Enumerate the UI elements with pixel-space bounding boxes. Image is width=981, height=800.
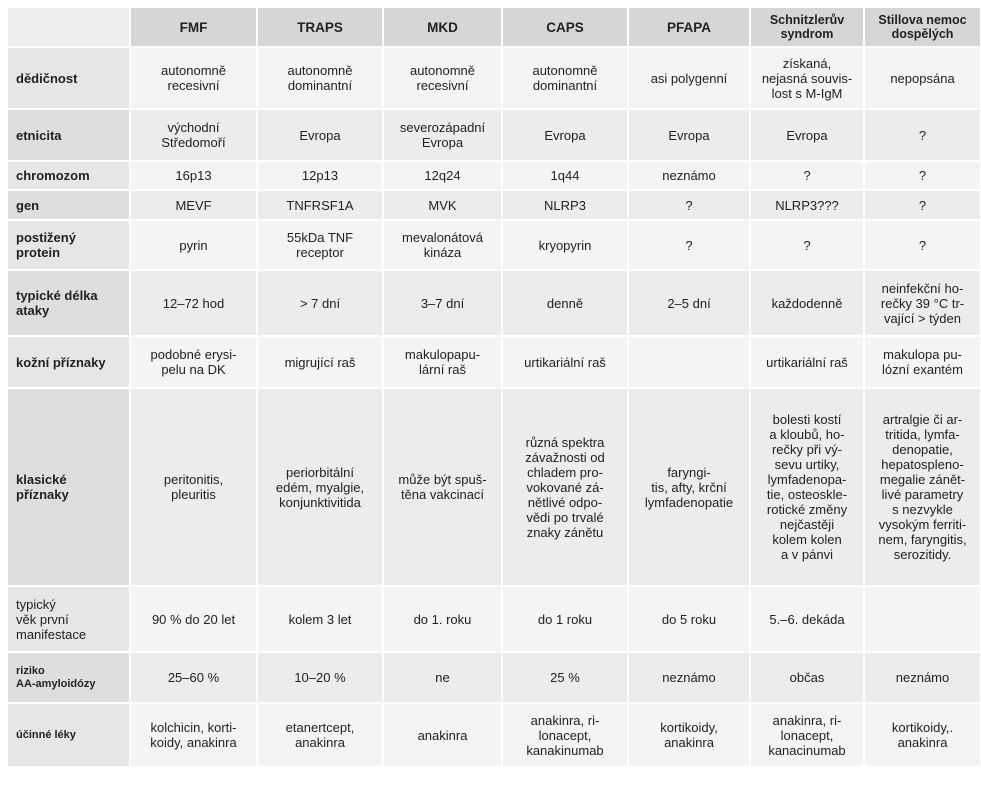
table-cell: periorbitální edém, myalgie, konjunktivitida — [257, 388, 383, 586]
table-cell: 25–60 % — [130, 652, 257, 703]
table-row — [8, 336, 981, 388]
table-row — [8, 47, 981, 109]
table-cell: 16p13 — [130, 161, 257, 190]
table-cell: anakinra, ri- lonacept, kanakinumab — [502, 703, 628, 767]
table-cell: autonomně dominantní — [257, 47, 383, 109]
table-cell: 3–7 dní — [383, 270, 502, 336]
table-cell: Evropa — [502, 109, 628, 161]
table-cell: anakinra, ri- lonacept, kanacinumab — [750, 703, 864, 767]
table-cell: severozápadní Evropa — [383, 109, 502, 161]
table-cell: může být spuš- těna vakcinací — [383, 388, 502, 586]
row-header-effective-drugs: účinné léky — [8, 703, 130, 767]
table-cell: kolem 3 let — [257, 586, 383, 652]
table-cell: ne — [383, 652, 502, 703]
table-cell: 12p13 — [257, 161, 383, 190]
column-header-schnitzler: Schnitzlerův syndrom — [750, 8, 864, 47]
table-cell: ? — [864, 161, 981, 190]
row-header-classic-symptoms: klasické příznaky — [8, 388, 130, 586]
table-cell: Evropa — [750, 109, 864, 161]
table-cell: 55kDa TNF receptor — [257, 220, 383, 270]
table-cell: Evropa — [628, 109, 750, 161]
table-cell: asi polygenní — [628, 47, 750, 109]
table-cell: migrující raš — [257, 336, 383, 388]
table-cell: kolchicin, korti- koidy, anakinra — [130, 703, 257, 767]
table-cell: mevalonátová kináza — [383, 220, 502, 270]
table-cell: do 1. roku — [383, 586, 502, 652]
table-cell: nepopsána — [864, 47, 981, 109]
table-cell: 25 % — [502, 652, 628, 703]
row-header-chromosome: chromozom — [8, 161, 130, 190]
table-cell: neinfekční ho- rečky 39 °C tr- vající > týden — [864, 270, 981, 336]
table-cell: urtikariální raš — [502, 336, 628, 388]
table-cell: do 5 roku — [628, 586, 750, 652]
table-cell: 5.–6. dekáda — [750, 586, 864, 652]
table-cell: ? — [750, 161, 864, 190]
row-header-inheritance: dědičnost — [8, 47, 130, 109]
table-cell: TNFRSF1A — [257, 190, 383, 220]
table-row — [8, 220, 981, 270]
table-cell: ? — [628, 220, 750, 270]
table-cell: podobné erysi- pelu na DK — [130, 336, 257, 388]
table-row — [8, 652, 981, 703]
table-cell: pyrin — [130, 220, 257, 270]
table-cell: neznámo — [864, 652, 981, 703]
table-cell: 1q44 — [502, 161, 628, 190]
table-cell: občas — [750, 652, 864, 703]
column-header-traps: TRAPS — [257, 8, 383, 47]
table-cell: neznámo — [628, 161, 750, 190]
table-cell: ? — [864, 109, 981, 161]
table-cell: MEVF — [130, 190, 257, 220]
table-cell: kryopyrin — [502, 220, 628, 270]
table-cell: kortikoidy,. anakinra — [864, 703, 981, 767]
table-cell: do 1 roku — [502, 586, 628, 652]
table-cell: bolesti kostí a kloubů, ho- rečky při vý- sevu urtiky, lymfadenopa- tie, osteoskle- rotické změny nejčastěji kolem kolen a v pánvi — [750, 388, 864, 586]
table-cell: denně — [502, 270, 628, 336]
table-cell: autonomně recesivní — [383, 47, 502, 109]
table-row — [8, 703, 981, 767]
table-cell: ? — [628, 190, 750, 220]
header-row — [8, 8, 981, 47]
table-cell: faryngi- tis, afty, krční lymfadenopatie — [628, 388, 750, 586]
table-cell: Evropa — [257, 109, 383, 161]
table-row — [8, 586, 981, 652]
table-cell: ? — [864, 190, 981, 220]
table-cell: ? — [750, 220, 864, 270]
row-header-skin-symptoms: kožní příznaky — [8, 336, 130, 388]
autoinflammatory-syndromes-table — [8, 8, 981, 768]
row-header-age-of-onset: typický věk první manifestace — [8, 586, 130, 652]
table-cell: získaná, nejasná souvis- lost s M-IgM — [750, 47, 864, 109]
table-cell: makulopapu- lární raš — [383, 336, 502, 388]
table-row — [8, 109, 981, 161]
column-header-still: Stillova nemoc dospělých — [864, 8, 981, 47]
table-cell: NLRP3??? — [750, 190, 864, 220]
table-cell — [628, 336, 750, 388]
table-cell: peritonitis, pleuritis — [130, 388, 257, 586]
table-cell: 90 % do 20 let — [130, 586, 257, 652]
table-cell: anakinra — [383, 703, 502, 767]
table-cell: 12–72 hod — [130, 270, 257, 336]
row-header-affected-protein: postižený protein — [8, 220, 130, 270]
table-cell: neznámo — [628, 652, 750, 703]
row-header-amyloidosis-risk: riziko AA-amyloidózy — [8, 652, 130, 703]
table-row — [8, 161, 981, 190]
row-header-ethnicity: etnicita — [8, 109, 130, 161]
table-cell: NLRP3 — [502, 190, 628, 220]
comparison-table-container — [8, 8, 981, 768]
table-cell: každodenně — [750, 270, 864, 336]
table-cell — [864, 586, 981, 652]
row-header-gene: gen — [8, 190, 130, 220]
table-cell: > 7 dní — [257, 270, 383, 336]
table-cell: 2–5 dní — [628, 270, 750, 336]
column-header-pfapa: PFAPA — [628, 8, 750, 47]
table-cell: 10–20 % — [257, 652, 383, 703]
table-row — [8, 190, 981, 220]
column-header-mkd: MKD — [383, 8, 502, 47]
table-cell: urtikariální raš — [750, 336, 864, 388]
table-cell: etanertcept, anakinra — [257, 703, 383, 767]
table-cell: makulopa pu- lózní exantém — [864, 336, 981, 388]
table-cell: 12q24 — [383, 161, 502, 190]
table-cell: autonomně recesivní — [130, 47, 257, 109]
table-row — [8, 270, 981, 336]
table-cell: různá spektra závažnosti od chladem pro- vokované zá- nětlivé odpo- vědi po trvalé znaky zánětu — [502, 388, 628, 586]
table-cell: východní Středomoří — [130, 109, 257, 161]
table-cell: ? — [864, 220, 981, 270]
corner-header-cell — [8, 8, 130, 47]
table-cell: kortikoidy, anakinra — [628, 703, 750, 767]
table-cell: MVK — [383, 190, 502, 220]
column-header-fmf: FMF — [130, 8, 257, 47]
table-row — [8, 388, 981, 586]
row-header-attack-duration: typické délka ataky — [8, 270, 130, 336]
table-cell: artralgie či ar- tritida, lymfa- denopatie, hepatospleno- megalie zánět- livé parametry s nezvykle vysokým ferriti- nem, faryngitis, serozitidy. — [864, 388, 981, 586]
column-header-caps: CAPS — [502, 8, 628, 47]
table-cell: autonomně dominantní — [502, 47, 628, 109]
